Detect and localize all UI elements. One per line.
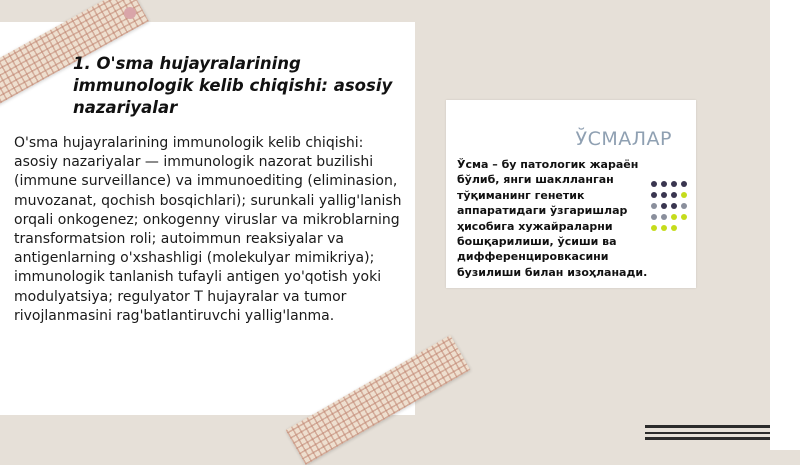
pattern-dot: [681, 192, 687, 198]
pattern-dot: [671, 225, 677, 231]
right-edge-strip: [770, 0, 800, 450]
dot-pattern: [651, 181, 695, 237]
pattern-dot: [661, 225, 667, 231]
pattern-dot: [651, 225, 657, 231]
pattern-dot: [681, 214, 687, 220]
slide-body-text: O'sma hujayralarining immunologik kelib chiqishi: asosiy nazariyalar — immunologik nazorat buzilishi (immune surveillance) va immunoediting (eliminasion, muvozanat, qochish bosqichlari); surunkali yallig'lanish orqali onkogenez; onkogenny viruslar va mikroblarning transformatsion roli; autoimmun reaksiyalar va antigenlarning o'xshashligi (molekulyar mimikriya); immunologik tanlanish tufayli antigen yo'qotish yoki modulyatsiya; regulyator T hujayralar va tumor rivojlanmasini rag'batlantiruvchi yallig'lanma.: [14, 135, 402, 324]
pattern-dot: [651, 214, 657, 220]
pattern-dot: [661, 203, 667, 209]
thumbnail-text: Ўсма – бу патологик жараён бўлиб, янги шаклланган тўқиманинг генетик аппаратидаги ўзгаришлар ҳисобига хужайраларни бошқарилиши, ўсиши ва дифференцировкасини бузилиши билан изоҳланади.: [457, 158, 648, 279]
pattern-dot: [671, 192, 677, 198]
slide-title: 1. O'sma hujayralarining immunologik kelib chiqishi: asosiy nazariyalar: [73, 54, 393, 117]
pin-dot: [124, 7, 136, 19]
decorative-line: [645, 425, 770, 428]
pattern-dot: [681, 203, 687, 209]
pattern-dot: [661, 192, 667, 198]
thumbnail-title: ЎСМАЛАР: [575, 128, 672, 150]
pattern-dot: [671, 181, 677, 187]
pattern-dot: [681, 181, 687, 187]
decorative-line: [645, 432, 770, 434]
pattern-dot: [651, 203, 657, 209]
pattern-dot: [651, 181, 657, 187]
pattern-dot: [661, 214, 667, 220]
thumbnail-slide: [446, 100, 696, 288]
pattern-dot: [671, 203, 677, 209]
decorative-line: [645, 437, 770, 440]
pattern-dot: [651, 192, 657, 198]
decorative-lines: [645, 425, 770, 441]
pattern-dot: [661, 181, 667, 187]
pattern-dot: [671, 214, 677, 220]
